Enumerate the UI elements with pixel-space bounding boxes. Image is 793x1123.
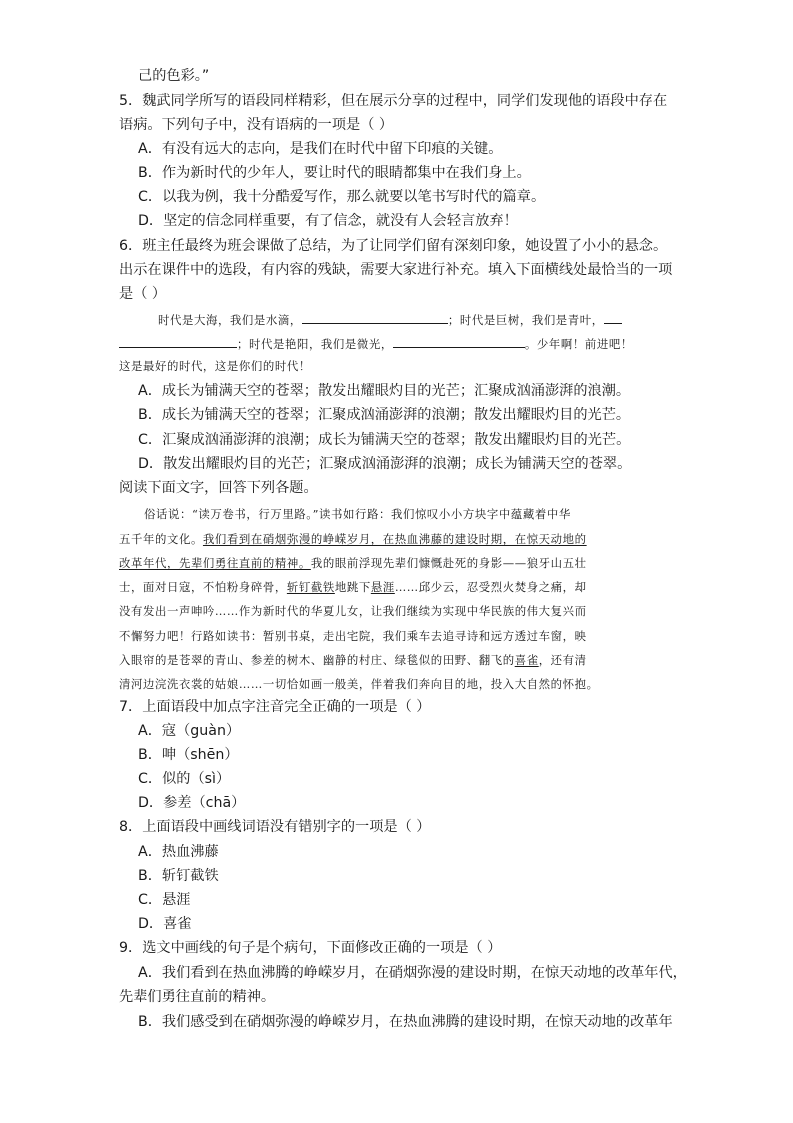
passage-line4-c: 地跳下 [334,580,371,594]
q6-passage-part2: ；时代是巨树，我们是青叶， [447,313,604,327]
q6-passage-line1 [158,311,622,329]
q6-stem-line2: 出示在课件中的选段，有内容的残缺，需要大家进行补充。填入下面横线处最恰当的一项 [119,262,673,278]
fill-blank-2-start[interactable] [604,311,622,324]
q9-option-a[interactable]: A．我们看到在热血沸腾的峥嵘岁月，在硝烟弥漫的建设时期，在惊天动地的改革年代， [138,965,687,981]
passage-line3 [119,554,587,572]
q5-stem-line2: 语病。下列句子中，没有语病的一项是（ ） [119,117,394,133]
q8-option-d[interactable]: D．喜雀 [138,916,192,932]
passage-line7 [119,651,587,669]
q6-option-c[interactable]: C．汇聚成汹涌澎湃的浪潮；成长为铺满天空的苍翠；散发出耀眼灼目的光芒。 [138,432,631,448]
q4-tail-text: 己的色彩。” [138,68,210,84]
passage-line3-end: 我的眼前浮现先辈们慷慨赴死的身影——狼牙山五壮 [310,556,587,570]
passage-line1: 俗话说：“读万卷书，行万里路。”读书如行路：我们惊叹小小方块字中蕴藏着中华 [144,507,571,521]
fill-blank-3[interactable] [393,335,525,348]
q6-passage-part3: ；时代是艳阳，我们是微光， [237,337,393,351]
passage-line6: 不懈努力吧！行路如读书：暂别书桌，走出宅院，我们乘车去追寻诗和远方透过车窗，映 [119,629,587,643]
passage-line4 [119,578,587,596]
underlined-word-xuanya: 悬涯 [370,580,395,594]
q7-option-d[interactable]: D．参差（chā） [138,795,246,811]
passage-line2 [119,530,587,548]
q7-option-a[interactable]: A．寇（guàn） [138,723,241,739]
q5-stem-line1: 5．魏武同学所写的语段同样精彩，但在展示分享的过程中，同学们发现他的语段中存在 [119,93,668,109]
passage-line2-start: 五千年的文化。 [119,532,203,546]
q7-stem: 7．上面语段中加点字注音完全正确的一项是（ ） [119,699,431,715]
q6-stem-line1: 6．班主任最终为班会课做了总结，为了让同学们留有深刻印象，她设置了小小的悬念。 [119,238,668,254]
q8-option-a[interactable]: A．热血沸藤 [138,844,219,860]
q8-option-c[interactable]: C．悬涯 [138,892,191,908]
passage-line8: 清河边浣洗衣裳的姑娘……一切恰如画一般美，伴着我们奔向目的地，投入大自然的怀抱。 [119,677,599,691]
q5-option-c[interactable]: C．以我为例，我十分酷爱写作，那么就要以笔书写时代的篇章。 [138,189,546,205]
underlined-sentence-part2: 改革年代，先辈们勇往直前的精神。 [119,556,311,570]
underlined-sentence-part1: 我们看到在硝烟弥漫的峥嵘岁月，在热血沸藤的建设时期，在惊天动地的 [202,532,587,546]
q8-option-b[interactable]: B．斩钉截铁 [138,868,219,884]
q6-option-b[interactable]: B．成长为铺满天空的苍翠；汇聚成汹涌澎湃的浪潮；散发出耀眼灼目的光芒。 [138,407,631,423]
q6-stem-line3: 是（ ） [119,286,167,302]
reading-intro: 阅读下面文字，回答下列各题。 [119,480,318,496]
q9-stem: 9．选文中画线的句子是个病句，下面修改正确的一项是（ ） [119,940,502,956]
passage-line4-a: 士，面对日寇，不怕粉身碎骨， [119,580,287,594]
underlined-word-xique: 喜雀 [514,653,539,667]
q7-option-c[interactable]: C．似的（sì） [138,771,231,787]
q6-passage-line3: 这是最好的时代，这是你们的时代！ [119,359,311,373]
passage-line7-c: ，还有清 [538,653,587,667]
q5-option-a[interactable]: A．有没有远大的志向，是我们在时代中留下印痕的关键。 [138,141,503,157]
q6-option-a[interactable]: A．成长为铺满天空的苍翠；散发出耀眼灼目的光芒；汇聚成汹涌澎湃的浪潮。 [138,383,631,399]
q9-option-a-cont: 先辈们勇往直前的精神。 [119,989,276,1005]
q9-option-b[interactable]: B．我们感受到在硝烟弥漫的峥嵘岁月，在热血沸腾的建设时期，在惊天动地的改革年 [138,1014,673,1030]
q6-passage-part4: 。少年啊！前进吧！ [524,337,633,351]
underlined-word-zhandingjietie: 斩钉截铁 [286,580,335,594]
fill-blank-1[interactable] [302,311,448,324]
passage-line5: 没有发出一声呻吟……作为新时代的华夏儿女，让我们继续为实现中华民族的伟大复兴而 [119,604,587,618]
q6-option-d[interactable]: D．散发出耀眼灼目的光芒；汇聚成汹涌澎湃的浪潮；成长为铺满天空的苍翠。 [138,456,632,472]
q6-passage-part1: 时代是大海，我们是水滴， [158,313,302,327]
q6-passage-line2 [119,335,633,353]
q7-option-b[interactable]: B．呻（shēn） [138,747,239,763]
fill-blank-2-end[interactable] [119,335,237,348]
passage-line7-a: 入眼帘的是苍翠的青山、参差的树木、幽静的村庄、绿毯似的田野、翻飞的 [119,653,515,667]
q5-option-d[interactable]: D．坚定的信念同样重要，有了信念，就没有人会轻言放弃！ [138,213,518,229]
passage-line4-e: ……邱少云，忍受烈火焚身之痛，却 [394,580,587,594]
q8-stem: 8．上面语段中画线词语没有错别字的一项是（ ） [119,819,431,835]
q5-option-b[interactable]: B．作为新时代的少年人，要让时代的眼睛都集中在我们身上。 [138,165,531,181]
